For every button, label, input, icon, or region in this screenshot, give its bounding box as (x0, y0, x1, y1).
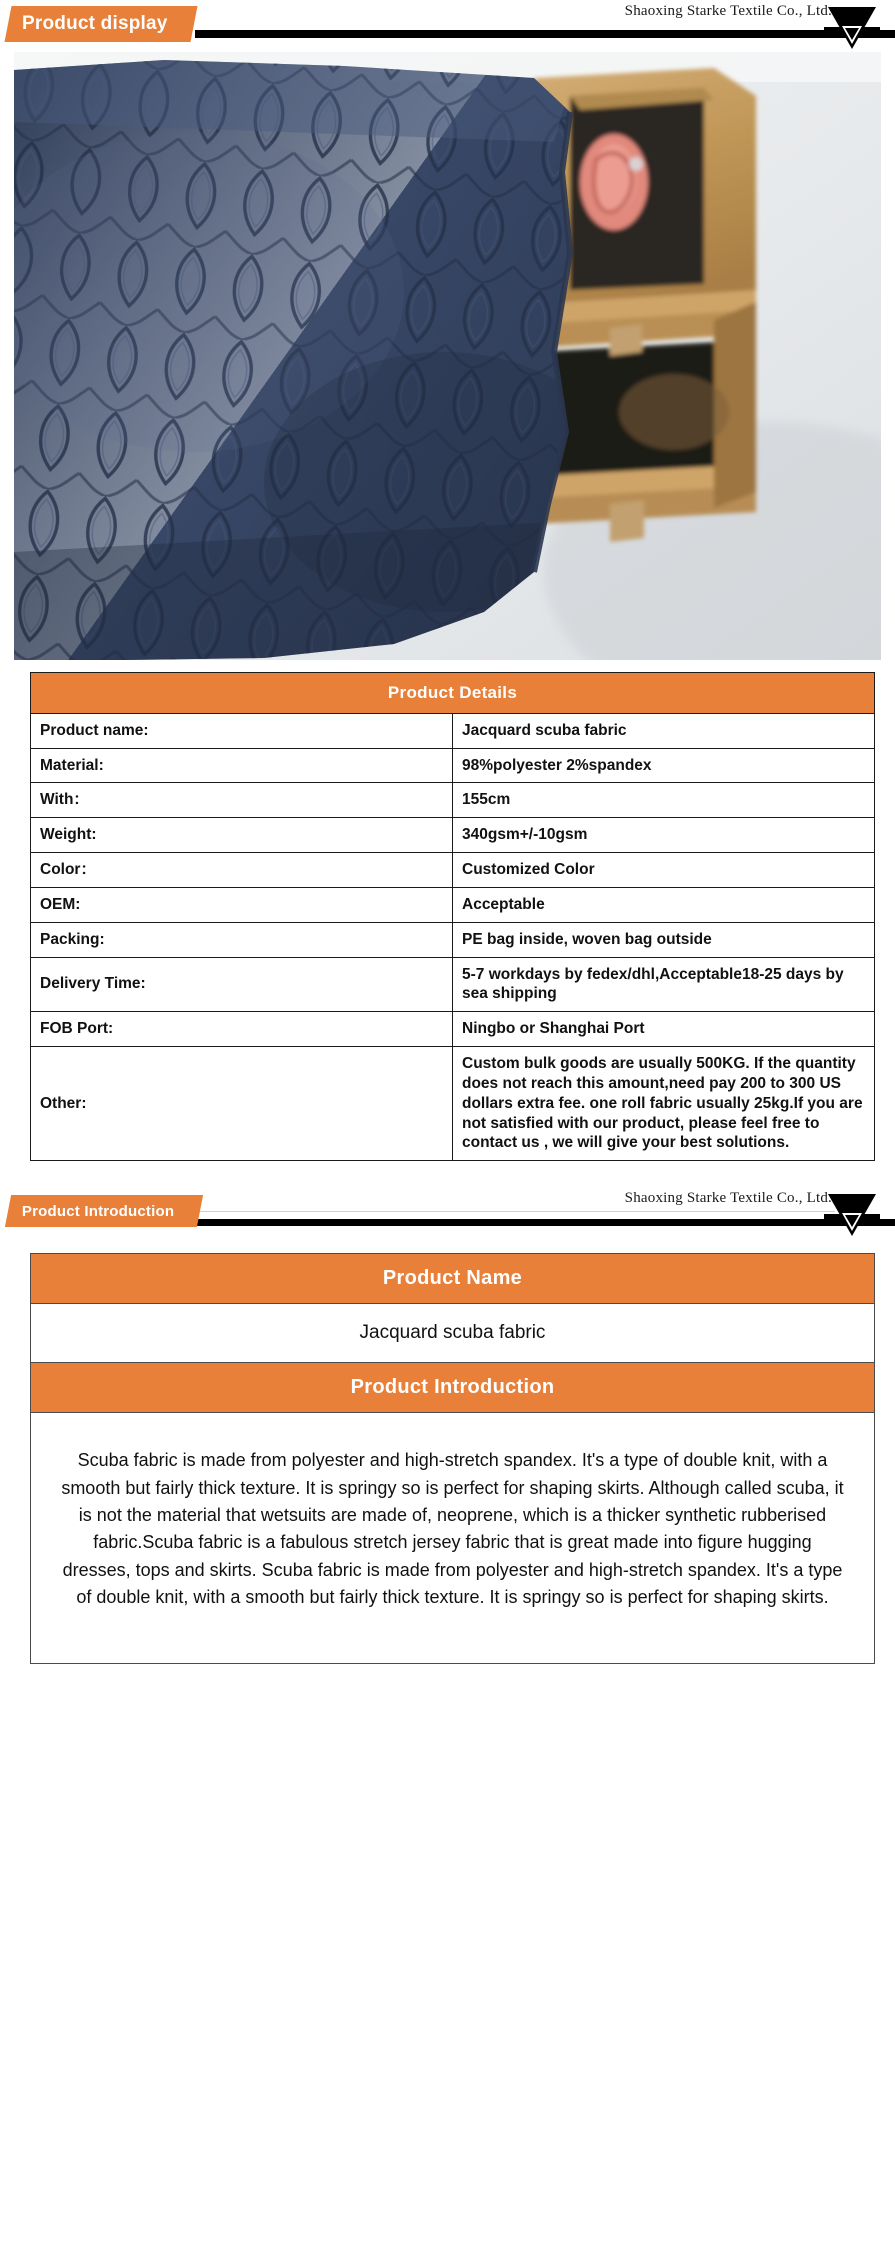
detail-key: Weight: (31, 818, 453, 853)
triangle-v-logo-icon (824, 2, 880, 52)
detail-key: Color： (31, 853, 453, 888)
product-name-header: Product Name (31, 1254, 874, 1304)
table-row (31, 1047, 875, 1161)
banner-tab-label: Product display (22, 13, 168, 34)
product-photo (14, 52, 881, 660)
table-row (31, 748, 875, 783)
detail-key: Delivery Time: (31, 957, 453, 1012)
banner-product-introduction (0, 1187, 895, 1239)
detail-value: 155cm (453, 783, 875, 818)
table-row (31, 922, 875, 957)
detail-value: 5-7 workdays by fedex/dhl,Acceptable18-25 days by sea shipping (453, 957, 875, 1012)
product-introduction-header: Product Introduction (31, 1363, 874, 1413)
triangle-v-logo-icon (824, 1189, 880, 1239)
detail-value: Acceptable (453, 887, 875, 922)
table-row (31, 957, 875, 1012)
product-details-title: Product Details (31, 673, 875, 714)
detail-value: Custom bulk goods are usually 500KG. If the quantity does not reach this amount,need pay 200 to 300 US dollars extra fee. one roll fabric usually 25kg.If you are not satisfied with our product, please feel free to contact us , we will give your best solutions. (453, 1047, 875, 1161)
detail-key: FOB Port: (31, 1012, 453, 1047)
detail-value: Jacquard scuba fabric (453, 713, 875, 748)
banner-product-display (0, 0, 895, 52)
table-row (31, 783, 875, 818)
detail-key: Packing: (31, 922, 453, 957)
detail-value: Ningbo or Shanghai Port (453, 1012, 875, 1047)
company-name: Shaoxing Starke Textile Co., Ltd. (624, 1190, 832, 1207)
detail-key: Other: (31, 1047, 453, 1161)
company-name: Shaoxing Starke Textile Co., Ltd. (624, 3, 832, 19)
table-row (31, 1012, 875, 1047)
table-row (31, 853, 875, 888)
detail-value: Customized Color (453, 853, 875, 888)
detail-value: 98%polyester 2%spandex (453, 748, 875, 783)
banner-rule (195, 1219, 895, 1226)
detail-key: Product name: (31, 713, 453, 748)
table-row (31, 887, 875, 922)
detail-value: 340gsm+/-10gsm (453, 818, 875, 853)
banner-tab-product-introduction (5, 1195, 204, 1227)
banner-rule (195, 30, 895, 38)
product-name-value: Jacquard scuba fabric (31, 1304, 874, 1363)
detail-key: OEM: (31, 887, 453, 922)
product-details-table (30, 672, 875, 1161)
product-introduction-text: Scuba fabric is made from polyester and high-stretch spandex. It's a type of double knit, with a smooth but fairly thick texture. It is springy so is perfect for shaping skirts. Although called scuba, it is not the material that wetsuits are made of, neoprene, which is a thicker synthetic rubberised fabric.Scuba fabric is a fabulous stretch jersey fabric that is great made into figure hugging dresses, tops and skirts. Scuba fabric is made from polyester and high-stretch spandex. It's a type of double knit, with a smooth but fairly thick texture. It is springy so is perfect for shaping skirts. (61, 1450, 844, 1607)
banner-tab-label: Product Introduction (22, 1202, 175, 1220)
detail-key: With： (31, 783, 453, 818)
table-row (31, 713, 875, 748)
detail-key: Material: (31, 748, 453, 783)
table-header-row (31, 673, 875, 714)
detail-value: PE bag inside, woven bag outside (453, 922, 875, 957)
banner-hairline (200, 1211, 835, 1212)
table-row (31, 818, 875, 853)
banner-tab-product-display (5, 6, 198, 42)
product-introduction-card (30, 1253, 875, 1664)
